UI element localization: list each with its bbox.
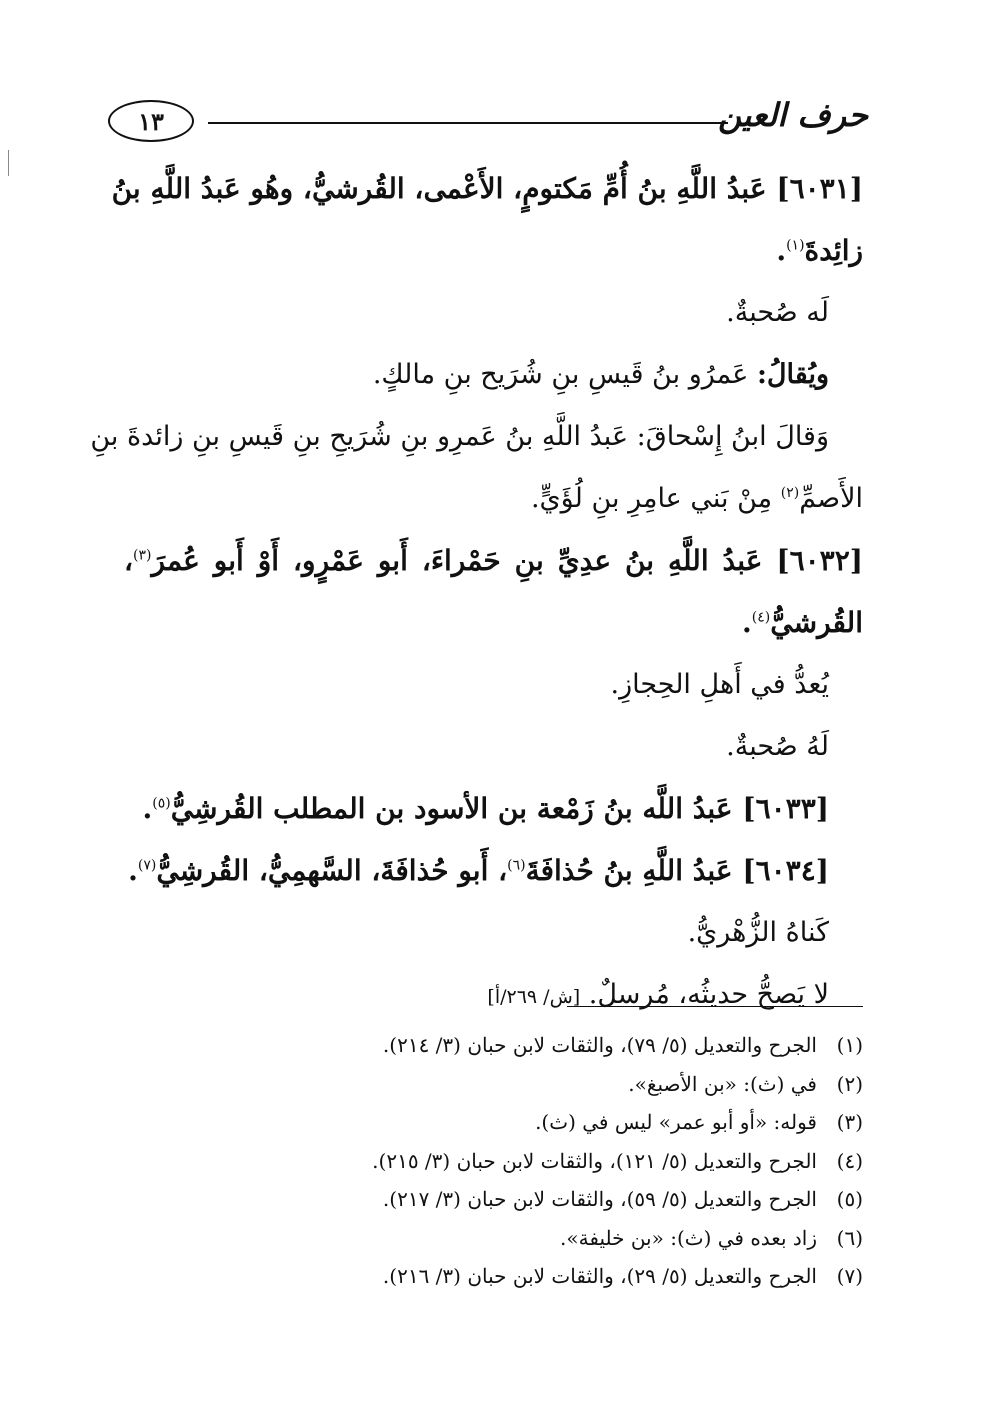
header-rule [208,122,728,124]
hijaz-line: يُعدُّ في أَهلِ الحِجازِ. [610,669,829,700]
entry-6033: [٦٠٣٣] عَبدُ اللَّه بنُ زَمْعة بن الأسود بن المطلب القُرشِيُّ$^{(٥)}$. [142,792,829,825]
ibn-ishaq-line-1: وَقالَ ابنُ إِسْحاقَ: عَبدُ اللَّهِ بنُ عَمرِو بنِ شُرَيحِ بنِ قَيسِ بنِ زائدةَ بنِ [90,421,829,452]
scan-edge-mark [8,150,9,176]
mursal-line: لا يَصحُّ حديثُه، مُرسلٌ. [ش/ ٢٦٩/أ] [487,979,829,1010]
entry-6031-line-1: [٦٠٣١] عَبدُ اللَّهِ بنُ أُمِّ مَكتومٍ، الأَعْمى، القُرشيُّ، وهُو عَبدُ اللَّهِ بنُ [111,172,863,205]
entry-6032-line-2: القُرشيُّ$^{(٤)}$. [742,606,863,639]
footnote-marker-7[interactable]: (٧) [137,857,157,874]
footnote-marker-5[interactable]: (٥) [152,795,171,812]
page-number [108,100,194,142]
companion-note-2: لَهُ صُحبةٌ. [726,731,829,762]
page-number-text: ١٣ [138,106,164,136]
footnote-4: (٤) الجرح والتعديل (٥/ ١٢١)، والثقات لابن حبان (٣/ ٢١٥). [372,1148,863,1173]
footnote-marker-6[interactable]: (٦) [507,857,526,874]
entry-6034: [٦٠٣٤] عَبدُ اللَّهِ بنُ حُذافَةَ$^{(٦)}$، أَبو حُذافَةَ، السَّهمِيُّ، القُرشِيُّ$^{(٧)}$. [128,854,829,887]
footnote-2: (٢) في (ث): «بن الأصبغ». [628,1071,863,1096]
footnote-7: (٧) الجرح والتعديل (٥/ ٢٩)، والثقات لابن حبان (٣/ ٢١٦). [382,1264,863,1288]
footnotes [124,1026,863,1296]
ibn-ishaq-line-2: الأَصمِّ$^{(٢)}$ مِنْ بَني عامِرِ بنِ لُؤَيٍّ. [530,483,863,514]
footnote-1: (١) الجرح والتعديل (٥/ ٧٩)، والثقات لابن حبان (٣/ ٢١٤). [382,1033,863,1057]
manuscript-ref: [ش/ ٢٦٩/أ] [487,986,581,1008]
entry-6032-line-1: [٦٠٣٢] عَبدُ اللَّهِ بنُ عدِيِّ بنِ حَمْراءَ، أَبو عَمْرٍو، أَوْ أَبو عُمرَ$^{(٣)}$، [124,544,863,577]
footnote-marker-4[interactable]: (٤) [751,609,771,626]
zuhri-line: كَناهُ الزُّهْريُّ. [687,917,829,948]
footnote-5: (٥) الجرح والتعديل (٥/ ٥٩)، والثقات لابن حبان (٣/ ٢١٧). [382,1187,863,1211]
footnote-separator [567,1006,863,1007]
footnote-marker-1[interactable]: (١) [786,237,805,254]
companion-note-1: لَه صُحبةٌ. [726,297,829,328]
page-header [108,92,868,152]
footnote-marker-2[interactable]: (٢) [780,485,800,501]
footnote-marker-3[interactable]: (٣) [133,547,152,564]
footnote-3: (٣) قوله: «أو أبو عمر» ليس في (ث). [535,1110,863,1134]
alt-name-line: ويُقالُ: عَمرُو بنُ قَيسِ بنِ شُرَيح بنِ مالكٍ. [372,359,829,390]
chapter-title: حرف العين [718,96,868,134]
entry-6031-line-2: زائِدةَ$^{(١)}$. [776,234,863,267]
main-text [90,158,863,1028]
footnote-6: (٦) زاد بعده في (ث): «بن خليفة». [560,1225,863,1250]
